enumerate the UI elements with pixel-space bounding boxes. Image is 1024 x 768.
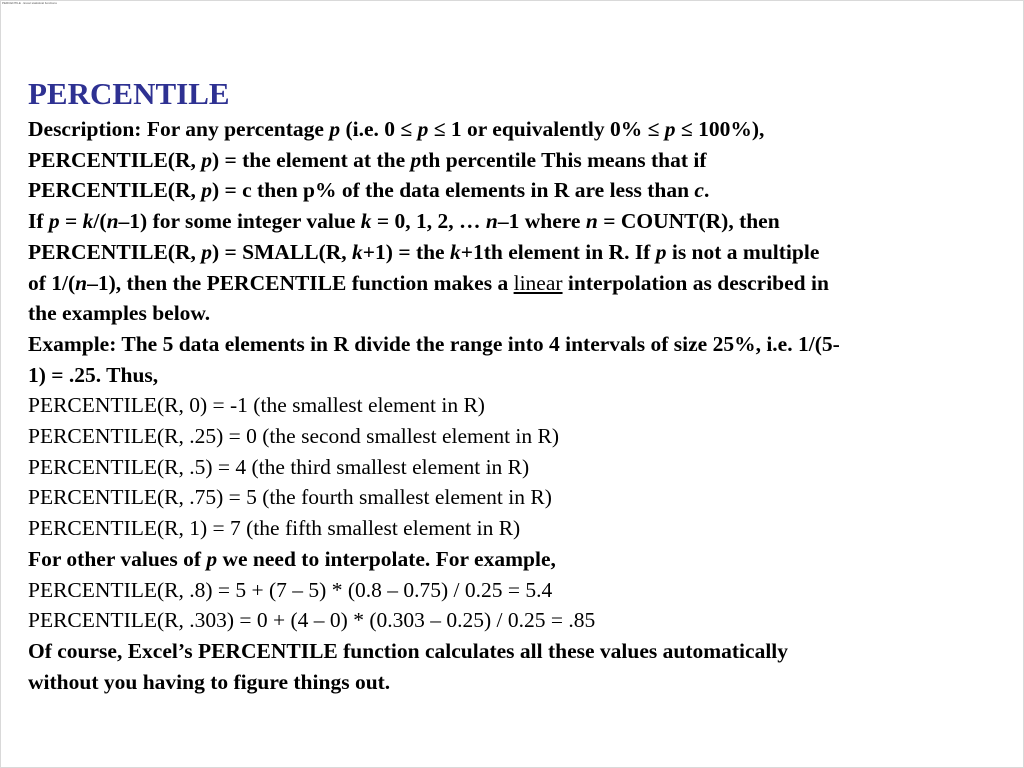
result-line: PERCENTILE(R, .25) = 0 (the second smallest element in R) [28, 424, 560, 449]
description-line-7: the examples below. [28, 301, 211, 326]
description-line-2: PERCENTILE(R, p) = the element at the pth percentile This means that if [28, 147, 707, 172]
closing-line-2: without you having to figure things out. [28, 669, 391, 694]
description-line-4: If p = k/(n–1) for some integer value k = 0, 1, 2, … n–1 where n = COUNT(R), then [28, 209, 780, 234]
description-line-5: PERCENTILE(R, p) = SMALL(R, k+1) = the k+1th element in R. If p is not a multiple [28, 239, 820, 264]
result-line: PERCENTILE(R, 1) = 7 (the fifth smallest element in R) [28, 516, 521, 541]
description-line-6: of 1/(n–1), then the PERCENTILE function makes a linear interpolation as described in [28, 270, 829, 295]
closing-line-1: Of course, Excel’s PERCENTILE function calculates all these values automatically [28, 638, 789, 663]
slide-header-text: PERCENTILE · Excel statistical functions [2, 1, 57, 5]
result-line: PERCENTILE(R, 0) = -1 (the smallest element in R) [28, 393, 485, 418]
interpolation-line: PERCENTILE(R, .8) = 5 + (7 – 5) * (0.8 – 0.75) / 0.25 = 5.4 [28, 577, 553, 602]
example-intro-line-1: Example: The 5 data elements in R divide the range into 4 intervals of size 25%, i.e. 1/(5- [28, 331, 840, 356]
example-intro-line-2: 1) = .25. Thus, [28, 362, 159, 387]
interpolation-intro: For other values of p we need to interpolate. For example, [28, 546, 556, 571]
description-line-1: Description: For any percentage p (i.e. 0 ≤ p ≤ 1 or equivalently 0% ≤ p ≤ 100%), [28, 117, 765, 141]
slide-content [28, 76, 998, 697]
linear-link[interactable]: linear [513, 270, 563, 295]
result-line: PERCENTILE(R, .5) = 4 (the third smallest element in R) [28, 454, 530, 479]
slide-title: PERCENTILE [28, 76, 230, 111]
interpolation-line: PERCENTILE(R, .303) = 0 + (4 – 0) * (0.303 – 0.25) / 0.25 = .85 [28, 608, 596, 633]
description-line-3: PERCENTILE(R, p) = c then p% of the data elements in R are less than c. [28, 178, 710, 203]
result-line: PERCENTILE(R, .75) = 5 (the fourth smallest element in R) [28, 485, 552, 510]
